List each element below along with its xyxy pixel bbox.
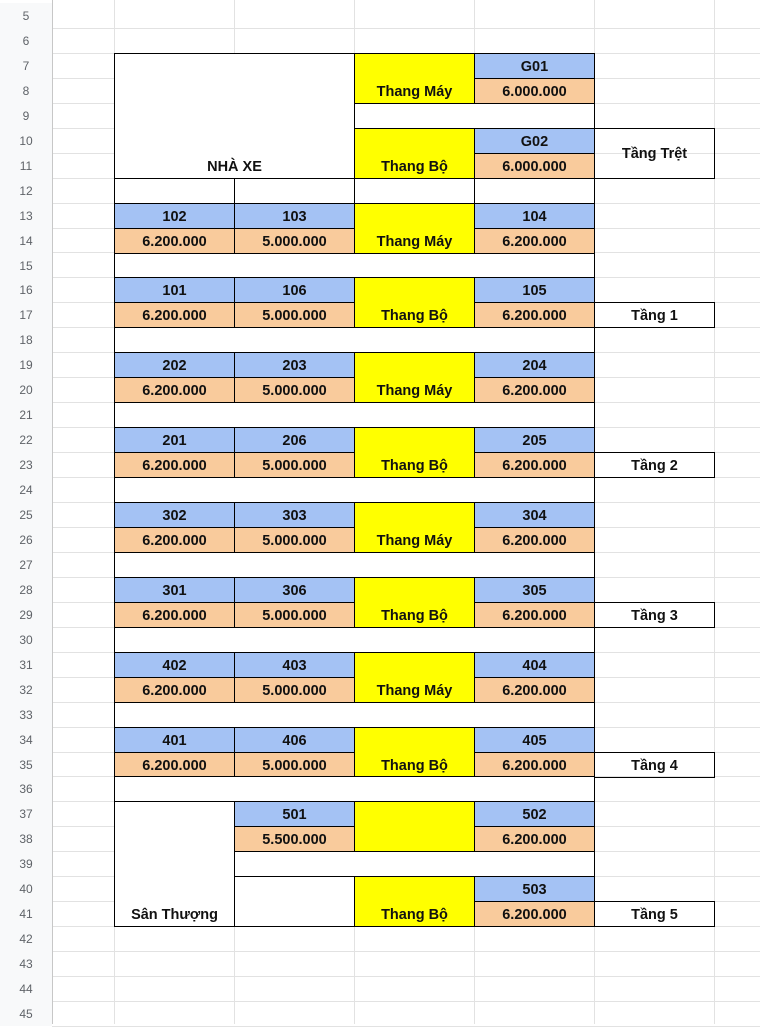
row-header[interactable]: 12 <box>0 178 52 203</box>
room-code-cell[interactable]: 204 <box>474 352 595 378</box>
stairs-cell[interactable]: Thang Bộ <box>354 876 475 927</box>
room-price-cell[interactable]: 6.200.000 <box>474 377 595 403</box>
row-header[interactable]: 23 <box>0 452 52 477</box>
row-header[interactable]: 11 <box>0 153 52 178</box>
empty-bordered-cell[interactable] <box>234 876 355 927</box>
room-code-cell[interactable]: 302 <box>114 502 235 528</box>
row-gridline <box>52 1001 760 1002</box>
room-price-cell[interactable]: 5.000.000 <box>234 302 355 328</box>
row-header[interactable]: 33 <box>0 702 52 727</box>
room-price-cell[interactable]: 5.000.000 <box>234 377 355 403</box>
room-code-cell[interactable]: G02 <box>474 128 595 154</box>
room-code-cell[interactable]: 202 <box>114 352 235 378</box>
room-code-cell[interactable]: 403 <box>234 652 355 678</box>
row-header[interactable]: 7 <box>0 53 52 78</box>
garage-cell[interactable]: NHÀ XE <box>114 53 355 179</box>
row-gridline <box>52 28 760 29</box>
elevator-cell[interactable]: Thang Máy <box>354 652 475 703</box>
room-price-cell[interactable]: 6.200.000 <box>474 452 595 478</box>
room-code-cell[interactable]: 101 <box>114 277 235 303</box>
row-header[interactable]: 43 <box>0 951 52 976</box>
rooftop-cell[interactable]: Sân Thượng <box>114 801 235 927</box>
row-header[interactable]: 20 <box>0 377 52 402</box>
row-header[interactable]: 10 <box>0 128 52 153</box>
empty-bordered-cell[interactable] <box>114 178 235 204</box>
room-price-cell[interactable]: 6.000.000 <box>474 78 595 104</box>
room-code-cell[interactable]: 106 <box>234 277 355 303</box>
row-header[interactable]: 16 <box>0 277 52 302</box>
room-code-cell[interactable]: 304 <box>474 502 595 528</box>
room-price-cell[interactable]: 6.200.000 <box>114 377 235 403</box>
room-code-cell[interactable]: 305 <box>474 577 595 603</box>
row-header[interactable]: 45 <box>0 1001 52 1026</box>
row-gridline <box>52 951 760 952</box>
room-code-cell[interactable]: G01 <box>474 53 595 79</box>
empty-bordered-cell[interactable] <box>114 702 595 728</box>
empty-bordered-cell[interactable] <box>354 178 475 204</box>
row-header[interactable]: 6 <box>0 28 52 53</box>
room-price-cell[interactable]: 6.200.000 <box>474 677 595 703</box>
room-price-cell[interactable]: 6.200.000 <box>474 752 595 778</box>
empty-bordered-cell[interactable] <box>114 253 595 279</box>
room-price-cell[interactable]: 6.200.000 <box>114 228 235 254</box>
room-code-cell[interactable]: 104 <box>474 203 595 229</box>
elevator-cell[interactable]: Thang Máy <box>354 53 475 104</box>
room-price-cell[interactable]: 5.000.000 <box>234 228 355 254</box>
room-price-cell[interactable]: 5.000.000 <box>234 452 355 478</box>
room-code-cell[interactable]: 105 <box>474 277 595 303</box>
room-code-cell[interactable]: 201 <box>114 427 235 453</box>
floor-label-cell[interactable]: Tầng Trệt <box>594 128 715 179</box>
row-header[interactable]: 19 <box>0 352 52 377</box>
room-price-cell[interactable]: 6.200.000 <box>114 527 235 553</box>
row-header[interactable]: 13 <box>0 203 52 228</box>
row-header[interactable]: 28 <box>0 577 52 602</box>
row-header[interactable]: 41 <box>0 901 52 926</box>
room-code-cell[interactable]: 102 <box>114 203 235 229</box>
row-header-divider <box>52 0 53 1024</box>
row-header[interactable]: 34 <box>0 727 52 752</box>
empty-bordered-cell[interactable] <box>114 776 595 802</box>
room-code-cell[interactable]: 405 <box>474 727 595 753</box>
empty-bordered-cell[interactable] <box>474 178 595 204</box>
room-price-cell[interactable]: 5.500.000 <box>234 826 355 852</box>
empty-bordered-cell[interactable] <box>114 477 595 503</box>
room-price-cell[interactable]: 6.200.000 <box>474 826 595 852</box>
room-code-cell[interactable]: 401 <box>114 727 235 753</box>
row-header[interactable]: 9 <box>0 103 52 128</box>
room-price-cell[interactable]: 6.200.000 <box>474 602 595 628</box>
row-header[interactable]: 5 <box>0 3 52 28</box>
room-code-cell[interactable]: 404 <box>474 652 595 678</box>
room-price-cell[interactable]: 6.200.000 <box>114 752 235 778</box>
room-code-cell[interactable]: 503 <box>474 876 595 902</box>
empty-bordered-cell[interactable] <box>114 327 595 353</box>
elevator-cell[interactable]: Thang Máy <box>354 502 475 553</box>
room-code-cell[interactable]: 501 <box>234 801 355 827</box>
room-code-cell[interactable]: 301 <box>114 577 235 603</box>
room-price-cell[interactable]: 6.200.000 <box>114 302 235 328</box>
stairs-cell[interactable]: Thang Bộ <box>354 277 475 328</box>
row-header[interactable]: 27 <box>0 552 52 577</box>
row-header[interactable]: 21 <box>0 402 52 427</box>
stairs-cell[interactable]: Thang Bộ <box>354 128 475 179</box>
room-price-cell[interactable]: 6.200.000 <box>114 452 235 478</box>
row-header[interactable]: 26 <box>0 527 52 552</box>
row-header[interactable]: 18 <box>0 327 52 352</box>
row-header[interactable]: 38 <box>0 826 52 851</box>
room-code-cell[interactable]: 203 <box>234 352 355 378</box>
room-price-cell[interactable]: 6.200.000 <box>114 677 235 703</box>
row-header[interactable]: 32 <box>0 677 52 702</box>
floor-label-cell[interactable]: Tầng 3 <box>594 602 715 628</box>
room-code-cell[interactable]: 406 <box>234 727 355 753</box>
row-header[interactable]: 42 <box>0 926 52 951</box>
room-code-cell[interactable]: 206 <box>234 427 355 453</box>
row-header[interactable]: 22 <box>0 427 52 452</box>
row-header[interactable]: 39 <box>0 851 52 876</box>
stairs-cell[interactable]: Thang Bộ <box>354 577 475 628</box>
row-gridline <box>52 976 760 977</box>
row-header[interactable]: 25 <box>0 502 52 527</box>
room-code-cell[interactable]: 103 <box>234 203 355 229</box>
room-price-cell[interactable]: 6.000.000 <box>474 153 595 179</box>
row-header[interactable]: 31 <box>0 652 52 677</box>
room-price-cell[interactable]: 5.000.000 <box>234 602 355 628</box>
row-header[interactable]: 40 <box>0 876 52 901</box>
room-price-cell[interactable]: 5.000.000 <box>234 527 355 553</box>
room-price-cell[interactable]: 5.000.000 <box>234 677 355 703</box>
stairs-cell[interactable]: Thang Bộ <box>354 727 475 778</box>
room-code-cell[interactable]: 205 <box>474 427 595 453</box>
row-header[interactable]: 15 <box>0 253 52 278</box>
room-price-cell[interactable]: 6.200.000 <box>474 302 595 328</box>
empty-bordered-cell[interactable] <box>234 178 355 204</box>
row-header[interactable]: 36 <box>0 776 52 801</box>
room-code-cell[interactable]: 306 <box>234 577 355 603</box>
row-header[interactable]: 44 <box>0 976 52 1001</box>
floor-label-cell[interactable]: Tầng 4 <box>594 752 715 778</box>
room-price-cell[interactable]: 6.200.000 <box>114 602 235 628</box>
floor-label-cell[interactable]: Tầng 2 <box>594 452 715 478</box>
empty-bordered-cell[interactable] <box>114 627 595 653</box>
row-header[interactable]: 24 <box>0 477 52 502</box>
row-header[interactable]: 17 <box>0 302 52 327</box>
row-header[interactable]: 37 <box>0 801 52 826</box>
room-price-cell[interactable]: 6.200.000 <box>474 901 595 927</box>
empty-bordered-cell[interactable] <box>114 402 595 428</box>
empty-bordered-cell[interactable] <box>114 552 595 578</box>
row-header[interactable]: 30 <box>0 627 52 652</box>
row-header[interactable]: 35 <box>0 752 52 777</box>
room-price-cell[interactable]: 5.000.000 <box>234 752 355 778</box>
row-header[interactable]: 8 <box>0 78 52 103</box>
row-header[interactable]: 29 <box>0 602 52 627</box>
empty-bordered-cell[interactable] <box>354 103 595 129</box>
room-price-cell[interactable]: 6.200.000 <box>474 228 595 254</box>
floor-label-cell[interactable]: Tầng 5 <box>594 901 715 927</box>
elevator-cell[interactable]: Thang Máy <box>354 352 475 403</box>
room-code-cell[interactable]: 502 <box>474 801 595 827</box>
elevator-cell[interactable]: Thang Máy <box>354 203 475 254</box>
floor-label-cell[interactable]: Tầng 1 <box>594 302 715 328</box>
elevator-blank-cell[interactable] <box>354 801 475 852</box>
room-price-cell[interactable]: 6.200.000 <box>474 527 595 553</box>
stairs-cell[interactable]: Thang Bộ <box>354 427 475 478</box>
row-header[interactable]: 14 <box>0 228 52 253</box>
room-code-cell[interactable]: 303 <box>234 502 355 528</box>
room-code-cell[interactable]: 402 <box>114 652 235 678</box>
empty-bordered-cell[interactable] <box>234 851 595 877</box>
